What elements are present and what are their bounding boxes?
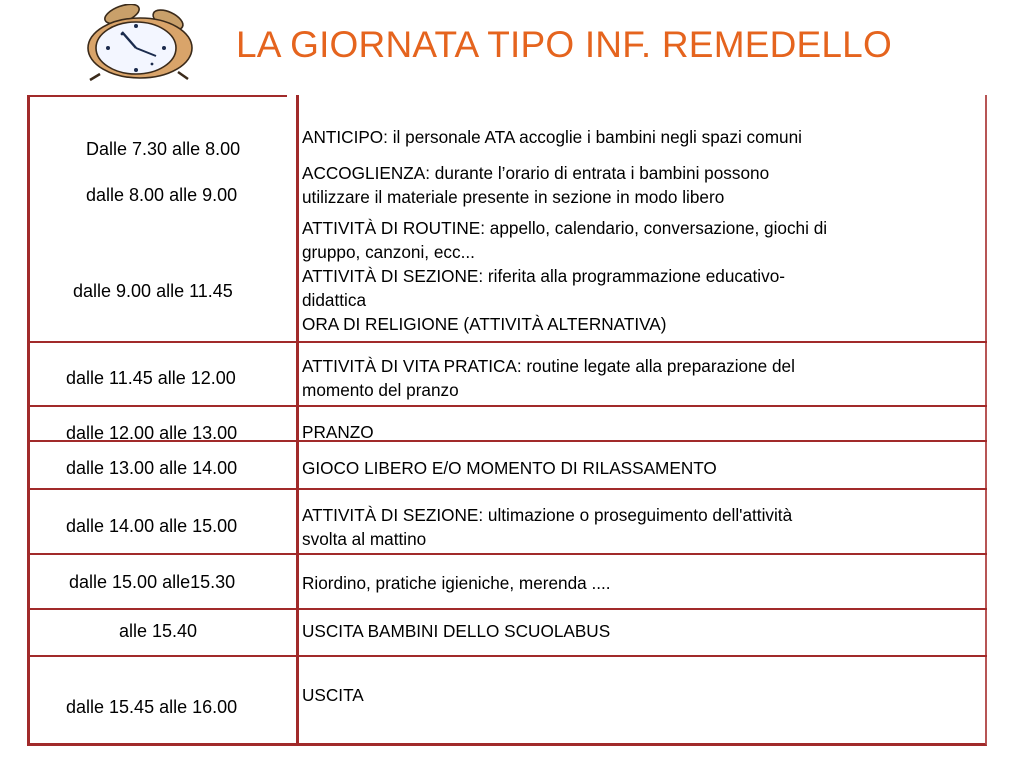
activity-line: ANTICIPO: il personale ATA accoglie i bambini negli spazi comuni: [302, 127, 802, 147]
divider-row: [27, 608, 987, 610]
time-slot: dalle 9.00 alle 11.45: [73, 281, 233, 301]
activity-line: USCITA: [302, 685, 364, 705]
time-slot: Dalle 7.30 alle 8.00: [86, 139, 241, 159]
activity-line: didattica: [302, 290, 367, 310]
activity-line: ACCOGLIENZA: durante l’orario di entrata i bambini possono: [302, 163, 770, 183]
time-slot: dalle 15.45 alle 16.00: [66, 697, 238, 717]
activity-line: GIOCO LIBERO E/O MOMENTO DI RILASSAMENTO: [302, 458, 717, 478]
alarm-clock-icon: [60, 4, 200, 82]
activity-line: utilizzare il materiale presente in sezione in modo libero: [302, 187, 725, 207]
activity-line: ATTIVITÀ DI SEZIONE: riferita alla programmazione educativo-: [302, 266, 785, 286]
divider-row: [27, 405, 987, 407]
activity-line: PRANZO: [302, 422, 374, 442]
time-slot: dalle 11.45 alle 12.00: [66, 368, 236, 388]
divider-col: [296, 95, 299, 746]
page-title: LA GIORNATA TIPO INF. REMEDELLO: [236, 24, 892, 65]
activity-line: USCITA BAMBINI DELLO SCUOLABUS: [302, 621, 611, 641]
divider-top: [27, 95, 287, 97]
divider-row: [27, 553, 987, 555]
divider-row: [27, 341, 987, 343]
activity-line: ATTIVITÀ DI VITA PRATICA: routine legate alla preparazione del: [302, 356, 795, 376]
divider-row: [27, 488, 987, 490]
activity-line: ORA DI RELIGIONE (ATTIVITÀ ALTERNATIVA): [302, 314, 667, 334]
time-slot: dalle 12.00 alle 13.00: [66, 423, 238, 443]
activity-line: ATTIVITÀ DI SEZIONE: ultimazione o proseguimento dell'attività: [302, 505, 793, 525]
activity-line: ATTIVITÀ DI ROUTINE: appello, calendario, conversazione, giochi di: [302, 218, 828, 238]
activity-line: Riordino, pratiche igieniche, merenda ....: [302, 573, 611, 593]
time-slot: dalle 15.00 alle15.30: [69, 572, 236, 592]
time-slot: dalle 8.00 alle 9.00: [86, 185, 238, 205]
time-slot: dalle 14.00 alle 15.00: [66, 516, 238, 536]
divider-row: [27, 655, 987, 657]
activity-line: gruppo, canzoni, ecc...: [302, 242, 475, 262]
time-slot: alle 15.40: [119, 621, 198, 641]
time-slot: dalle 13.00 alle 14.00: [66, 458, 238, 478]
activity-line: svolta al mattino: [302, 529, 427, 549]
activity-line: momento del pranzo: [302, 380, 459, 400]
